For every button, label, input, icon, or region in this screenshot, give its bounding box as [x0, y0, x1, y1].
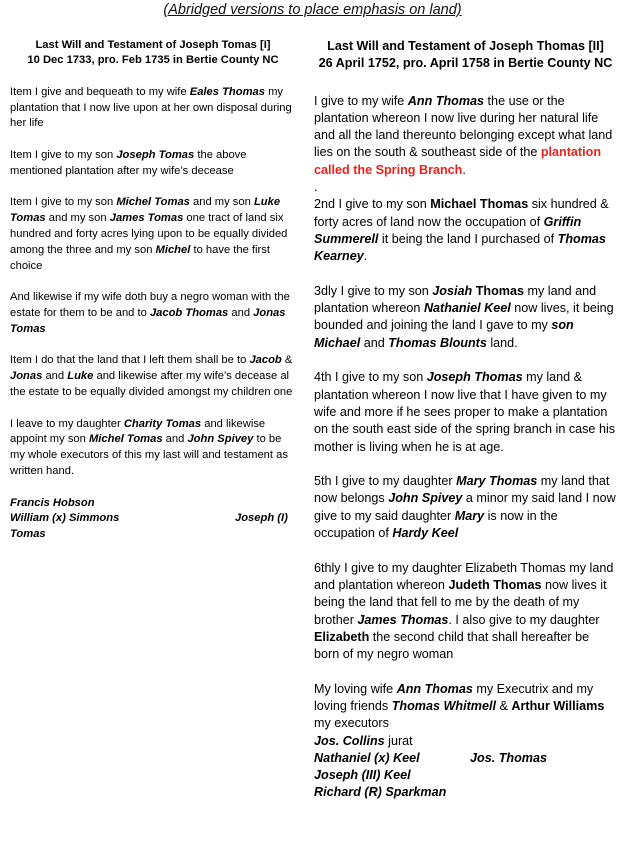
right-title-line2: 26 April 1752, pro. April 1758 in Bertie County NC: [318, 56, 613, 71]
name: Michel: [155, 243, 191, 256]
left-signatures: [10, 496, 296, 543]
text: my land that now belongs: [314, 474, 610, 506]
text: the second child that shall hereafter be born of my negro woman: [314, 629, 590, 662]
name: Michel Tomas: [88, 433, 163, 446]
signature-nathaniel-keel: Nathaniel (x) Keel: [314, 750, 420, 765]
text: .: [462, 162, 466, 177]
name: Ann Thomas: [396, 681, 473, 696]
name: Joseph Thomas: [426, 370, 523, 385]
text: and my son: [45, 212, 110, 225]
signature-joseph-tomas: Joseph (I): [235, 512, 288, 525]
left-paragraph-4: [10, 290, 296, 337]
signature-richard-sparkman: Richard (R) Sparkman: [314, 785, 447, 800]
name: Michel Tomas: [116, 196, 190, 209]
right-signatures: [314, 733, 617, 802]
text: and likewise appoint my son: [10, 417, 266, 446]
text: my plantation that I now live upon at her own disposal during her life: [10, 85, 292, 130]
name: Josiah: [432, 283, 473, 298]
signature-row: [314, 750, 617, 767]
name: Michael Thomas: [430, 197, 529, 212]
text: and: [162, 433, 188, 446]
text: the above mentioned plantation after my wife’s decease: [10, 149, 247, 177]
text: Item I give to my son: [10, 149, 117, 161]
signature-jos-collins-row: [314, 733, 617, 750]
right-title-line1: Last Will and Testament of Joseph Thomas [II]: [327, 39, 604, 53]
signature-francis-hobson: Francis Hobson: [10, 496, 95, 509]
name: John Spivey: [388, 491, 463, 506]
text: the use or the plantation whereon I now live during her natural life and all the land thereunto belonging except what land lies on the south & southeast side of the: [314, 93, 613, 160]
left-title-line1: Last Will and Testament of Joseph Tomas [I]: [35, 39, 271, 51]
name: Elizabeth: [314, 629, 370, 644]
will-joseph-tomas-i: [10, 38, 296, 543]
name: son Michael: [314, 318, 574, 350]
text: six hundred & forty acres of land now the occupation of: [314, 197, 609, 229]
text: 4th I give to my son: [314, 370, 427, 385]
signature-joseph-keel: Joseph (III) Keel: [314, 768, 411, 783]
signature-jos-thomas: Jos. Thomas: [470, 750, 547, 765]
text: is now in the occupation of: [314, 508, 558, 541]
text: land.: [486, 335, 518, 350]
name: Mary: [454, 508, 485, 523]
right-paragraph-4: [314, 369, 617, 455]
name: Ann Thomas: [407, 93, 485, 108]
left-paragraph-2: [10, 148, 296, 180]
right-paragraph-5: [314, 473, 617, 542]
text: Item I do that the land that I left them shall be to: [10, 354, 250, 367]
text: now lives it being the land that fell to me by the death of my brother: [314, 577, 607, 627]
name: James Tomas: [109, 212, 184, 225]
jurat-label: jurat: [384, 733, 413, 748]
text: I give to my wife: [314, 93, 408, 108]
text: 6thly I give to my daughter Elizabeth Thomas my land and plantation whereon: [314, 560, 614, 592]
name: Luke Tomas: [10, 196, 281, 225]
text: my executors: [314, 716, 389, 731]
will-joseph-thomas-ii: [314, 38, 617, 802]
name: Jacob: [249, 354, 282, 367]
name: Jacob Thomas: [149, 306, 229, 319]
name: Judeth Thomas: [448, 577, 542, 592]
highlighted-land-name: plantation called the Spring Branch: [314, 145, 602, 177]
name: Hardy Keel: [392, 526, 459, 541]
text: .: [363, 249, 368, 264]
right-paragraph-1: [314, 93, 617, 179]
text: My loving wife: [314, 681, 397, 696]
right-paragraph-2: [314, 196, 617, 265]
separator-dot: .: [314, 180, 318, 195]
text: I leave to my daughter: [10, 417, 124, 430]
right-paragraph-3: [314, 283, 617, 352]
text: 2nd I give to my son: [314, 197, 431, 212]
name: James Thomas: [357, 612, 449, 627]
name: Jonas Tomas: [10, 306, 286, 335]
text: 3dly I give to my son: [314, 283, 433, 298]
name: Eales Thomas: [189, 85, 265, 98]
name: Griffin Summerell: [314, 214, 582, 246]
name: Joseph Tomas: [116, 149, 195, 161]
name: Arthur Williams: [511, 698, 605, 713]
name: Thomas Kearney: [314, 231, 606, 264]
signature-tomas: Tomas: [10, 528, 46, 541]
right-title: [314, 38, 617, 73]
text: and: [360, 335, 389, 350]
signature-row: [10, 511, 296, 527]
text: &: [281, 354, 293, 367]
text: and: [42, 370, 68, 383]
name: Thomas: [472, 283, 524, 298]
text: 5th I give to my daughter: [314, 474, 457, 489]
text: to have the first choice: [10, 243, 270, 272]
left-title: [10, 38, 296, 69]
text: Item I give to my son: [10, 196, 117, 209]
right-paragraph-7: [314, 681, 617, 733]
name: Nathaniel Keel: [423, 301, 511, 316]
signature-jos-collins: Jos. Collins: [314, 733, 385, 748]
text: . I also give to my daughter: [448, 612, 600, 627]
name: Charity Tomas: [123, 417, 202, 430]
text: one tract of land six hundred and forty acres lying upon to be equally divided among the three and my son: [10, 212, 288, 256]
text: a minor my said land I now give to my said daughter: [314, 491, 616, 523]
left-paragraph-1: [10, 85, 296, 132]
text: and my son: [189, 196, 254, 209]
left-paragraph-5: [10, 353, 296, 400]
text: Item I give and bequeath to my wife: [10, 85, 190, 98]
text: my Executrix and my loving friends: [314, 681, 594, 713]
right-paragraph-6: [314, 560, 617, 664]
text: it being the land I purchased of: [378, 231, 558, 246]
name: Mary Thomas: [456, 474, 538, 489]
text: my land and plantation whereon: [314, 283, 597, 316]
name: Thomas Whitmell: [391, 698, 496, 713]
left-paragraph-3: [10, 195, 296, 274]
left-paragraph-6: [10, 417, 296, 480]
name: Luke: [67, 370, 94, 383]
text: and likewise after my wife’s decease al the estate to be equally divided amongst my children one: [10, 370, 293, 398]
page-heading: (Abridged versions to place emphasis on land): [163, 2, 462, 18]
text: &: [495, 698, 512, 713]
text: my land & plantation whereon I now live that I have given to my wife and more if he sees proper to make a plantation on the south east side of the spring branch in case his mother is living when he is at age.: [314, 370, 616, 454]
text: And likewise if my wife doth buy a negro woman with the estate for them to be and to: [10, 291, 290, 319]
name: Thomas Blounts: [388, 335, 487, 350]
text: and: [228, 306, 254, 319]
name: Jonas: [10, 370, 43, 383]
name: John Spivey: [187, 433, 254, 446]
signature-william-simmons: William (x) Simmons: [10, 512, 120, 525]
left-title-line2: 10 Dec 1733, pro. Feb 1735 in Bertie County NC: [27, 54, 279, 67]
text: to be my whole executors of this my last will and testament as written hand.: [10, 433, 288, 477]
text: now lives, it being bounded and joining the land I gave to my: [314, 301, 614, 333]
